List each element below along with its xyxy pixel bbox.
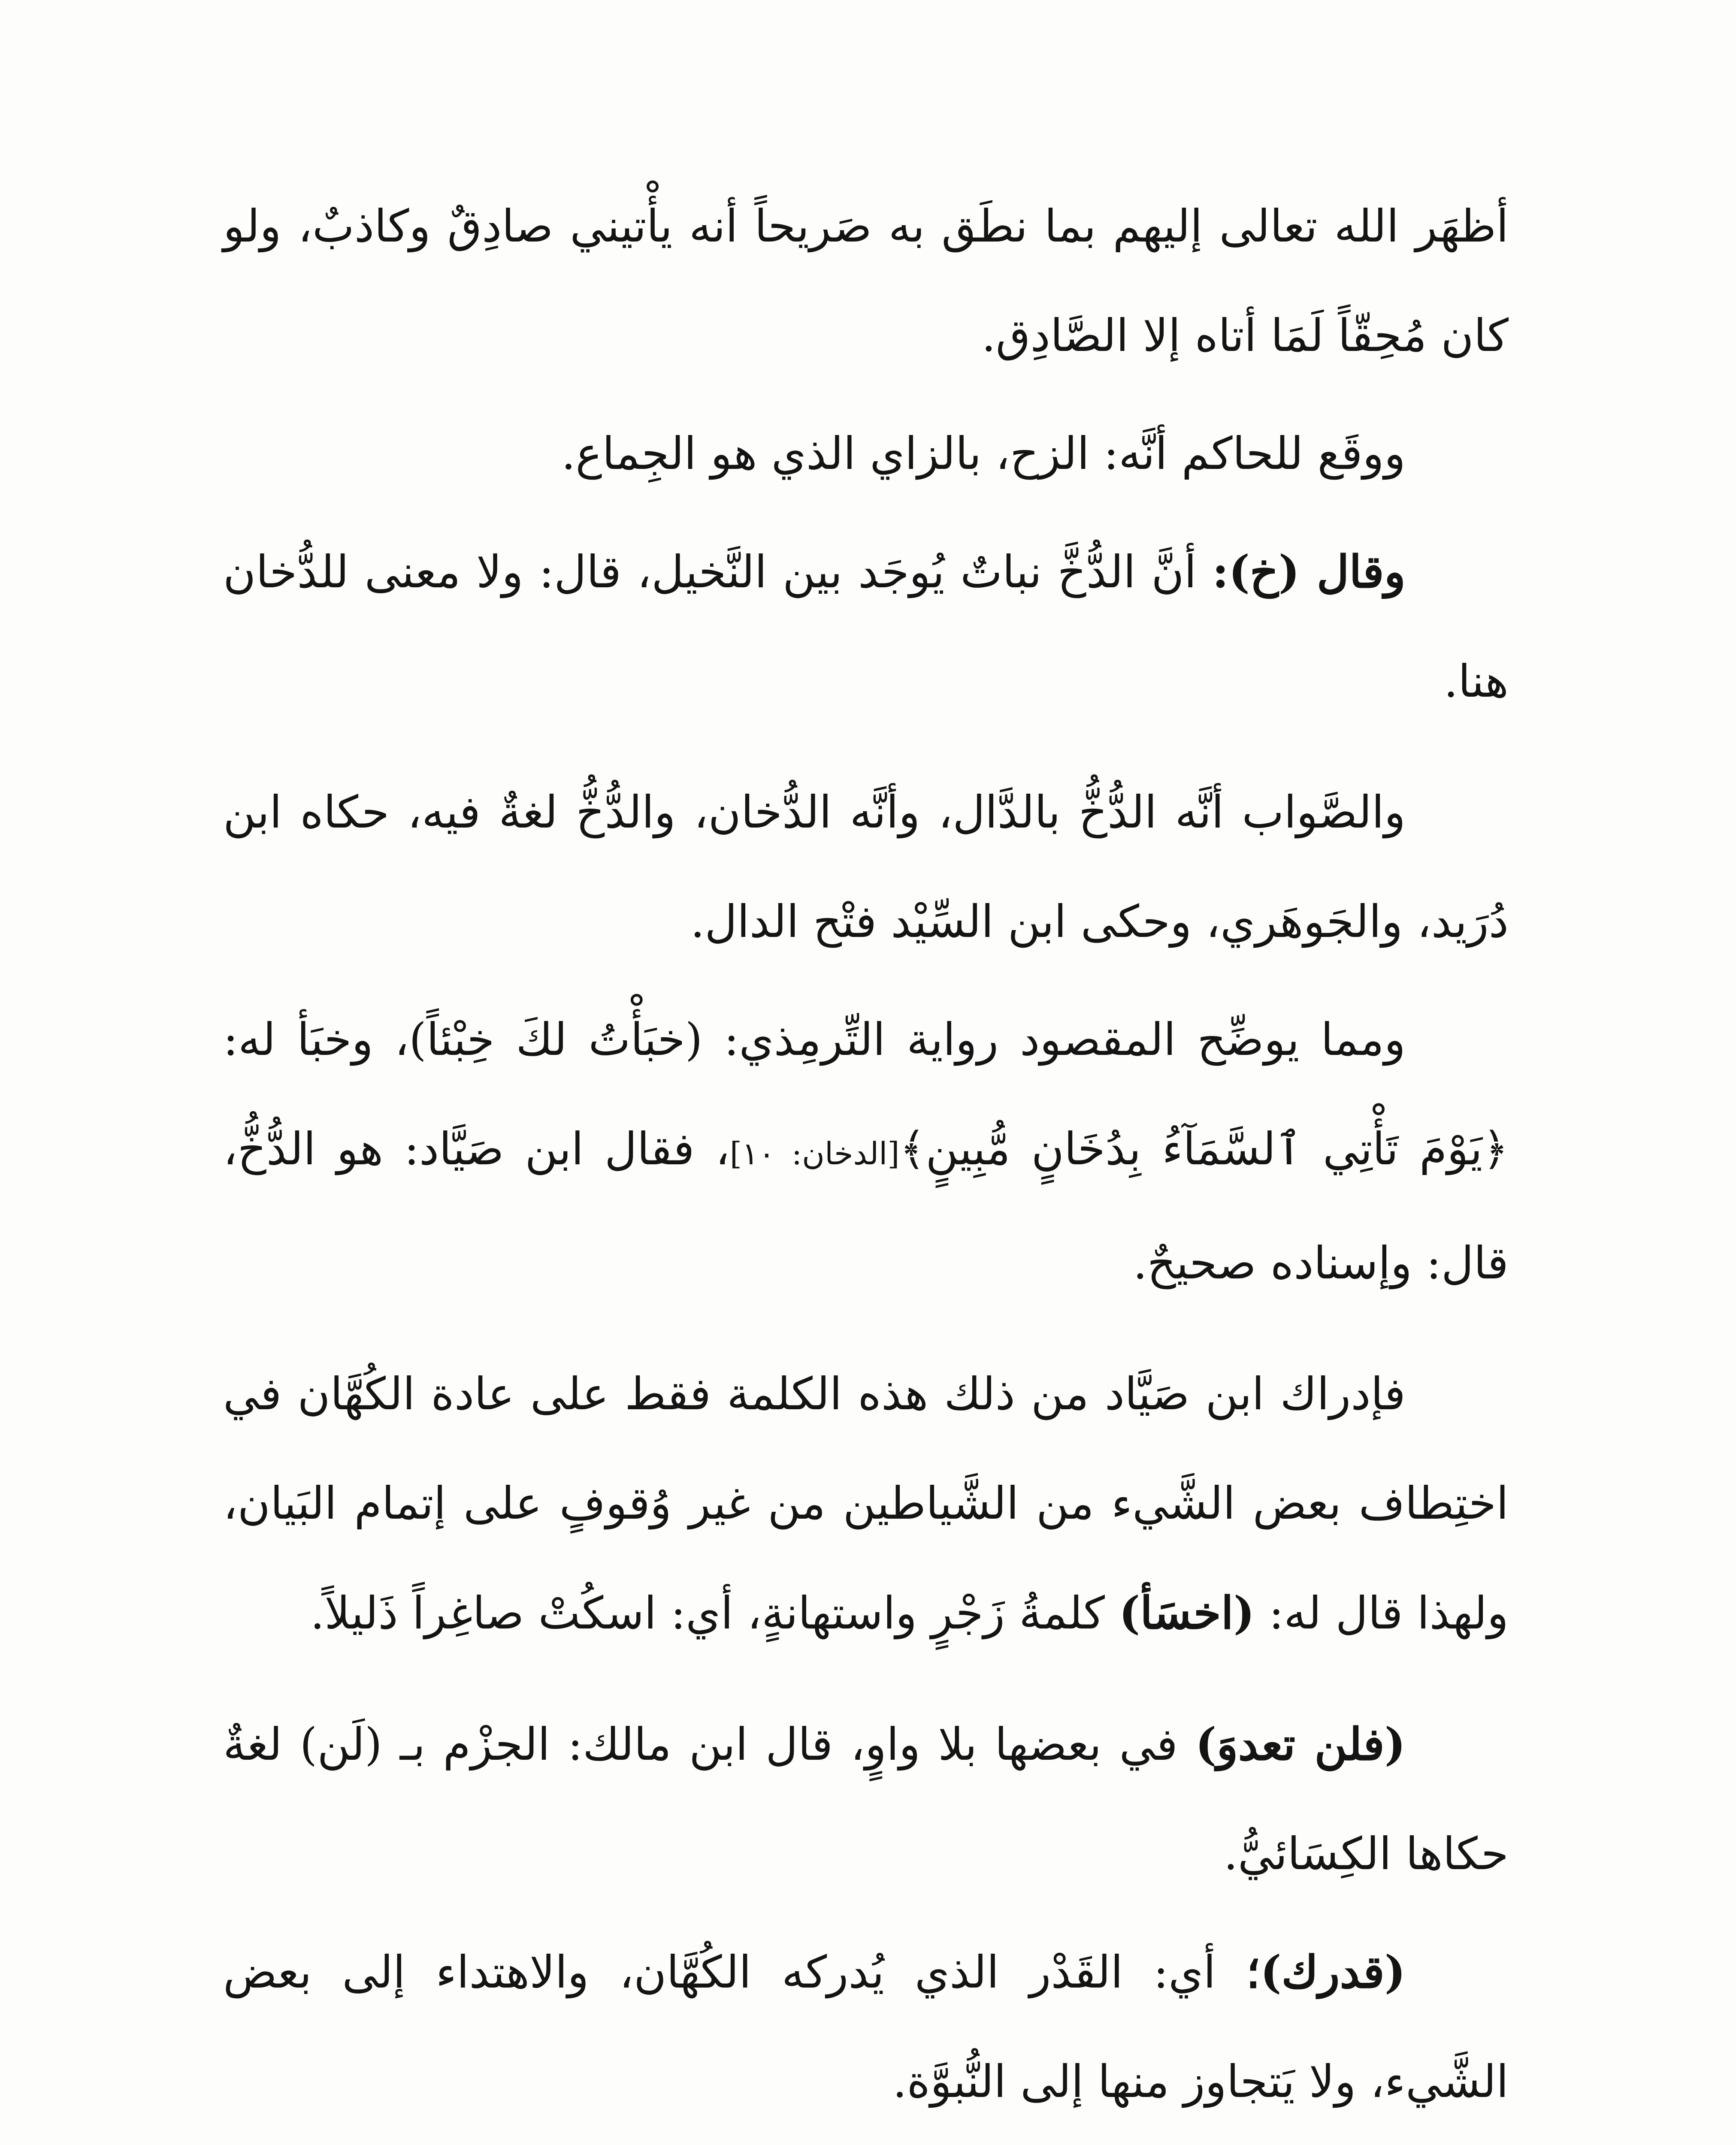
paragraph-7 bbox=[223, 1689, 1509, 1909]
paragraph-6-bold: (اخسَأ) bbox=[1119, 1586, 1255, 1639]
paragraph-2-text: ووقَع للحاكم أنَّه: الزح، بالزاي الذي هو الجِماع. bbox=[561, 427, 1406, 480]
paragraph-3 bbox=[223, 517, 1509, 736]
paragraph-1-text: أظهَر الله تعالى إليهم بما نطَق به صَريحاً أنه يأْتيني صادِقٌ وكاذبٌ، ولو كان مُحِقّاً لَمَا أتاه إلا الصَّادِق. bbox=[223, 200, 1509, 362]
paragraph-3-text: أنَّ الدُّخَّ نباتٌ يُوجَد بين النَّخيل، قال: ولا معنى للدُّخان هنا. bbox=[223, 546, 1509, 707]
paragraph-8-lead: (قدرك)؛ bbox=[1246, 1946, 1406, 1998]
paragraph-8-text: أي: القَدْر الذي يُدركه الكُهَّان، والاهتداء إلى بعض الشَّيء، ولا يَتجاوز منها إلى النُّبوَّة. bbox=[223, 1946, 1509, 2108]
page-body bbox=[223, 172, 1509, 2145]
paragraph-5 bbox=[223, 985, 1509, 1318]
paragraph-8 bbox=[223, 1917, 1509, 2136]
paragraph-6 bbox=[223, 1339, 1509, 1668]
paragraph-6-text: فإدراك ابن صَيَّاد من ذلك هذه الكلمة فقط على عادة الكُهَّان في اختِطاف بعض الشَّيء من الشَّياطين من غير وُقوفٍ على إتمام البَيان، ولهذا قال له: bbox=[223, 1368, 1509, 1639]
paragraph-2 bbox=[223, 399, 1509, 508]
paragraph-1 bbox=[223, 172, 1509, 390]
paragraph-5-text-before: ومما يوضِّح المقصود رواية التِّرمِذي: (خبَأْتُ لكَ خِبْئاً)، وخبَأ له: bbox=[223, 1013, 1406, 1066]
paragraph-4 bbox=[223, 758, 1509, 976]
paragraph-3-lead: وقال (خ): bbox=[1212, 545, 1406, 598]
quran-verse: ﴿يَوْمَ تَأْتِي ٱلسَّمَآءُ بِدُخَانٍ مُّبِينٍ﴾ bbox=[899, 1123, 1509, 1175]
quran-reference: [الدخان: ١٠] bbox=[729, 1136, 900, 1172]
paragraph-6-text-after: كلمةُ زَجْرٍ واستهانةٍ، أي: اسكُتْ صاغِراً ذَليلاً. bbox=[310, 1587, 1119, 1639]
paragraph-7-text: في بعضها بلا واوٍ، قال ابن مالك: الجزْم بـ (لَن) لغةٌ حكاها الكِسَائيُّ. bbox=[223, 1718, 1509, 1880]
paragraph-5-text-after: ، فقال ابن صَيَّاد: هو الدُّخُّ، قال: وإسناده صحيحٌ. bbox=[223, 1123, 1509, 1289]
paragraph-4-text: والصَّواب أنَّه الدُّخُّ بالدَّال، وأنَّه الدُّخان، والدُّخُّ لغةٌ فيه، حكاه ابن دُرَيد، والجَوهَري، وحكى ابن السِّيْد فتْح الدال. bbox=[223, 786, 1509, 948]
paragraph-7-lead: (فلن تعدوَ) bbox=[1195, 1718, 1406, 1770]
